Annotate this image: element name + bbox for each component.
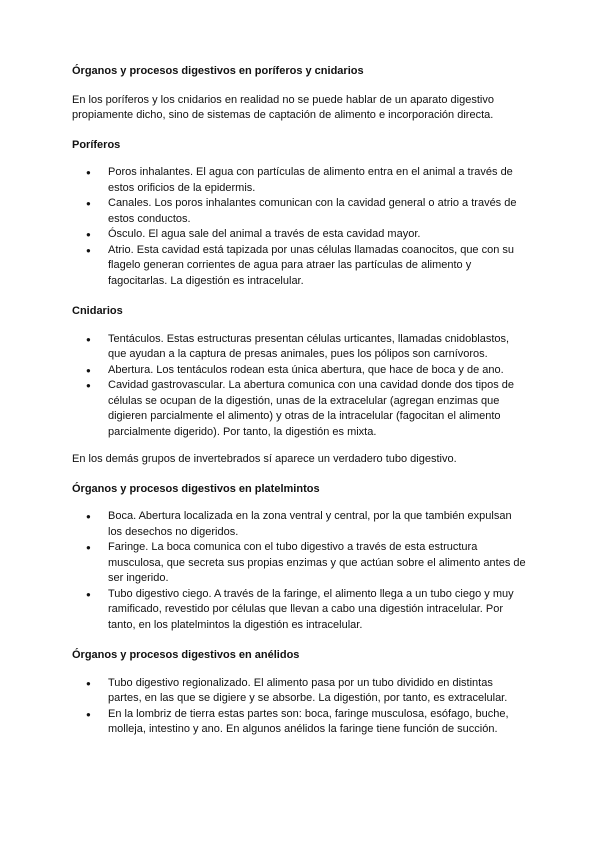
list-item: ● En la lombriz de tierra estas partes son: boca, faringe musculosa, esófago, buche, molleja, intestino y ano. En algunos anélidos la faringe tiene función de succión. [72,707,528,738]
platelmintos-list [72,509,528,633]
list-item: ● Cavidad gastrovascular. La abertura comunica con una cavidad donde dos tipos de células se ocupan de la digestión, unas de la extracelular (agregan enzimas que digieren parcialmente el alimento) y otras de la intracelular (fagocitan el alimento parcialmente digerido). Por tanto, la digestión es mixta. [72,378,528,440]
closing-paragraph: En los demás grupos de invertebrados sí aparece un verdadero tubo digestivo. [72,453,457,465]
heading-poriferos: Poríferos [72,138,121,151]
anelidos-list [72,676,528,738]
list-item: ● Faringe. La boca comunica con el tubo digestivo a través de esta estructura musculosa, que secreta sus propias enzimas y que actúan sobre el alimento antes de ser ingerido. [72,540,528,587]
list-item: ● Abertura. Los tentáculos rodean esta única abertura, que hace de boca y de ano. [72,363,528,379]
list-item: ● Canales. Los poros inhalantes comunican con la cavidad general o atrio a través de estos conductos. [72,196,528,227]
document-page [72,64,528,738]
heading-platelmintos: Órganos y procesos digestivos en platelmintos [72,482,320,495]
heading-poriferos-cnidarios: Órganos y procesos digestivos en poríferos y cnidarios [72,65,364,77]
list-item: ● Boca. Abertura localizada en la zona ventral y central, por la que también expulsan los desechos no digeridos. [72,509,528,540]
list-item: ● Tubo digestivo regionalizado. El alimento pasa por un tubo dividido en distintas partes, en las que se digiere y se absorbe. La digestión, por tanto, es extracelular. [72,676,528,707]
poriferos-list [72,165,528,289]
list-item: ● Poros inhalantes. El agua con partículas de alimento entra en el animal a través de estos orificios de la epidermis. [72,165,528,196]
heading-cnidarios: Cnidarios [72,305,123,317]
list-item: ● Tubo digestivo ciego. A través de la faringe, el alimento llega a un tubo ciego y muy ramificado, revestido por células que llevan a cabo una digestión intracelular. Por tanto, en los platelmintos la digestión es intracelular. [72,587,528,634]
list-item: ● Tentáculos. Estas estructuras presentan células urticantes, llamadas cnidoblastos, que ayudan a la captura de presas animales, pues los pólipos son carnívoros. [72,332,528,363]
intro-paragraph: En los poríferos y los cnidarios en realidad no se puede hablar de un aparato digestivo propiamente dicho, sino de sistemas de captación de alimento e incorporación directa. [72,93,494,121]
list-item: ● Ósculo. El agua sale del animal a través de esta cavidad mayor. [72,227,528,243]
list-item: ● Atrio. Esta cavidad está tapizada por unas células llamadas coanocitos, que con su flagelo generan corrientes de agua para atraer las partículas de alimento y fagocitarlas. La digestión es intracelular. [72,243,528,290]
cnidarios-list [72,332,528,441]
heading-anelidos: Órganos y procesos digestivos en anélidos [72,649,300,661]
